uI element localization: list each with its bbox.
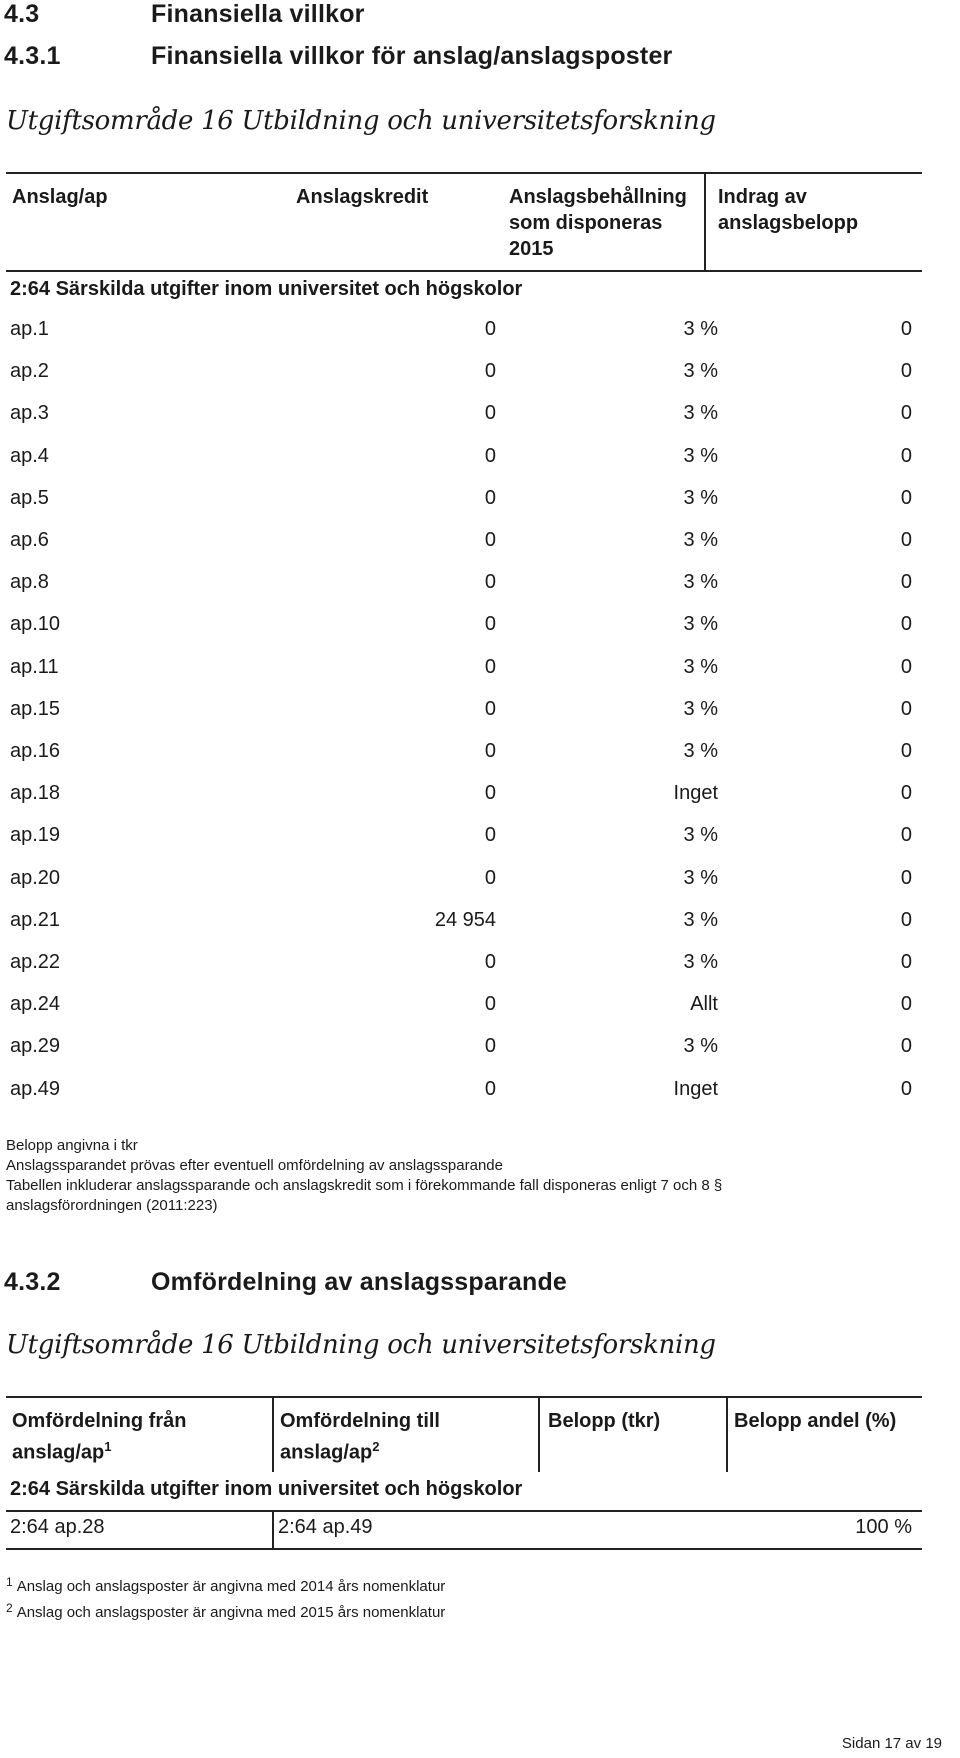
cell-indrag: 0	[900, 740, 912, 762]
cell-kredit: 0	[484, 824, 496, 847]
footnote-2-text: Anslag och anslagsposter är angivna med 2015 års nomenklatur	[16, 1604, 446, 1621]
cell-behallning: 3 %	[683, 866, 718, 889]
appropriation-conditions-table	[6, 172, 922, 1100]
cell-kredit: 0	[484, 655, 496, 678]
table-row	[6, 993, 922, 1023]
cell-indrag: 0	[900, 360, 912, 383]
subsection-heading-2	[4, 1268, 904, 1298]
table-row	[6, 951, 922, 981]
table-row	[6, 740, 922, 770]
reallocation-share: 100 %	[855, 1516, 912, 1538]
header-divider-2	[538, 1398, 540, 1472]
table-row	[6, 402, 922, 432]
note-savings: Anslagssparandet prövas efter eventuell omfördelning av anslagssparande	[6, 1157, 503, 1174]
cell-behallning: 3 %	[683, 529, 718, 551]
cell-behallning: 3 %	[683, 908, 718, 931]
reallocation-group-label: 2:64 Särskilda utgifter inom universitet och högskolor	[10, 1478, 523, 1500]
footnote-1-mark: 1	[6, 1575, 13, 1589]
cell-behallning: Inget	[673, 1077, 718, 1100]
cell-kredit: 0	[484, 529, 496, 551]
cell-behallning: 3 %	[683, 402, 718, 425]
cell-ap: ap.21	[10, 908, 61, 931]
cell-kredit: 0	[484, 1035, 496, 1058]
cell-kredit: 0	[484, 782, 496, 805]
cell-ap: ap.6	[10, 529, 49, 551]
cell-indrag: 0	[900, 908, 912, 931]
cell-ap: ap.8	[10, 571, 49, 594]
table-row	[6, 824, 922, 854]
subsection-title-1: Finansiella villkor för anslag/anslagsposter	[151, 42, 673, 70]
cell-kredit: 0	[484, 318, 496, 340]
cell-indrag: 0	[900, 782, 912, 805]
reallocation-table	[6, 1396, 922, 1538]
table-row	[6, 445, 922, 475]
cell-indrag: 0	[900, 529, 912, 551]
section-title: Finansiella villkor	[151, 0, 365, 28]
cell-behallning: 3 %	[683, 1035, 718, 1058]
cell-kredit: 0	[484, 1077, 496, 1100]
table-row	[6, 613, 922, 643]
col-header-to	[280, 1408, 440, 1466]
cell-kredit: 0	[484, 697, 496, 720]
note-amounts: Belopp angivna i tkr	[6, 1137, 138, 1154]
table-row	[6, 571, 922, 601]
cell-ap: ap.22	[10, 951, 61, 973]
footnote-2-mark: 2	[6, 1601, 13, 1615]
reallocation-to: 2:64 ap.49	[278, 1516, 373, 1538]
cell-kredit: 24 954	[434, 908, 496, 931]
table-row	[6, 909, 922, 939]
cell-behallning: 3 %	[683, 318, 718, 340]
cell-ap: ap.10	[10, 613, 61, 636]
cell-behallning: 3 %	[683, 444, 718, 467]
cell-ap: ap.24	[10, 993, 61, 1016]
cell-indrag: 0	[900, 866, 912, 889]
cell-kredit: 0	[484, 486, 496, 509]
cell-behallning: 3 %	[683, 824, 718, 847]
cell-ap: ap.29	[10, 1035, 61, 1058]
cell-ap: ap.3	[10, 402, 49, 425]
footnote-1-text: Anslag och anslagsposter är angivna med 2014 års nomenklatur	[16, 1578, 446, 1595]
cell-indrag: 0	[900, 486, 912, 509]
cell-kredit: 0	[484, 360, 496, 383]
cell-indrag: 0	[900, 824, 912, 847]
subsection-number-1: 4.3.1	[4, 42, 61, 70]
cell-ap: ap.1	[10, 318, 49, 340]
cell-ap: ap.16	[10, 740, 61, 762]
header-divider-3	[726, 1398, 728, 1472]
cell-kredit: 0	[484, 444, 496, 467]
cell-indrag: 0	[900, 1077, 912, 1100]
table-row	[6, 698, 922, 728]
cell-ap: ap.11	[10, 655, 59, 678]
col-header-from	[12, 1408, 186, 1466]
table-row	[6, 1035, 922, 1065]
cell-ap: ap.2	[10, 360, 49, 383]
table-notes	[6, 1136, 906, 1216]
cell-kredit: 0	[484, 571, 496, 594]
cell-indrag: 0	[900, 402, 912, 425]
cell-behallning: 3 %	[683, 697, 718, 720]
cell-kredit: 0	[484, 613, 496, 636]
cell-ap: ap.49	[10, 1077, 61, 1100]
cell-indrag: 0	[900, 697, 912, 720]
header-divider-1	[272, 1398, 274, 1472]
col-header-amount: Belopp (tkr)	[548, 1410, 661, 1432]
cell-kredit: 0	[484, 951, 496, 973]
col-header-from-line2: anslag/$ap^1$	[12, 1439, 112, 1464]
cell-kredit: 0	[484, 740, 496, 762]
section-number: 4.3	[4, 0, 40, 28]
cell-indrag: 0	[900, 444, 912, 467]
expenditure-area-heading-1: Utgiftsområde 16 Utbildning och universitetsforskning	[6, 106, 716, 136]
cell-ap: ap.20	[10, 866, 61, 889]
col-header-anslag: Anslag/ap	[12, 186, 108, 208]
col-header-share: Belopp andel (%)	[734, 1410, 897, 1432]
cell-indrag: 0	[900, 655, 912, 678]
table-row	[6, 867, 922, 897]
cell-ap: ap.5	[10, 486, 49, 509]
cell-kredit: 0	[484, 402, 496, 425]
expenditure-area-heading-2: Utgiftsområde 16 Utbildning och universitetsforskning	[6, 1330, 716, 1360]
cell-behallning: Allt	[690, 993, 718, 1016]
cell-behallning: 3 %	[683, 360, 718, 383]
cell-indrag: 0	[900, 571, 912, 594]
cell-behallning: 3 %	[683, 613, 718, 636]
page-number: Sidan 17 av 19	[841, 1735, 942, 1752]
cell-indrag: 0	[900, 951, 912, 973]
footnote-1	[6, 1572, 445, 1597]
appropriation-group-label: 2:64 Särskilda utgifter inom universitet och högskolor	[10, 278, 523, 300]
note-ordinance: anslagsförordningen (2011:223)	[6, 1197, 218, 1214]
note-includes: Tabellen inkluderar anslagssparande och anslagskredit som i förekommande fall disponeras enligt 7 och 8 §	[6, 1177, 723, 1194]
cell-indrag: 0	[900, 318, 912, 340]
reallocation-from: 2:64 ap.28	[10, 1516, 105, 1538]
cell-kredit: 0	[484, 993, 496, 1016]
cell-behallning: 3 %	[683, 486, 718, 509]
reallocation-table-header	[6, 1396, 922, 1512]
col-header-behallning	[509, 184, 687, 262]
subsection-heading-1	[4, 42, 904, 72]
col-header-behallning-line2: som disponeras	[509, 212, 663, 234]
reallocation-row	[6, 1510, 922, 1550]
col-header-indrag-line1: Indrag av	[718, 186, 807, 208]
cell-ap: ap.4	[10, 444, 49, 467]
cell-indrag: 0	[900, 1035, 912, 1058]
col-header-to-line1: Omfördelning till	[280, 1410, 440, 1432]
table-row	[6, 1078, 922, 1108]
col-header-kredit: Anslagskredit	[296, 186, 429, 208]
table-row	[6, 360, 922, 390]
col-header-indrag	[718, 184, 858, 236]
header-divider	[704, 174, 706, 270]
cell-indrag: 0	[900, 993, 912, 1016]
table-row	[6, 487, 922, 517]
cell-behallning: Inget	[673, 782, 718, 805]
cell-indrag: 0	[900, 613, 912, 636]
cell-behallning: 3 %	[683, 655, 718, 678]
cell-behallning: 3 %	[683, 951, 718, 973]
table-header	[6, 172, 922, 272]
section-heading	[4, 0, 704, 30]
table-row	[6, 318, 922, 348]
col-header-behallning-line3: 2015	[509, 238, 554, 260]
cell-kredit: 0	[484, 866, 496, 889]
cell-behallning: 3 %	[683, 740, 718, 762]
table-row	[6, 782, 922, 812]
subsection-number-2: 4.3.2	[4, 1268, 61, 1296]
row-divider-1	[272, 1510, 274, 1548]
subsection-title-2: Omfördelning av anslagssparande	[151, 1268, 568, 1296]
col-header-to-line2: anslag/$ap^2$	[280, 1439, 380, 1464]
col-header-indrag-line2: anslagsbelopp	[718, 212, 859, 234]
table-row	[6, 656, 922, 686]
cell-ap: ap.15	[10, 697, 61, 720]
cell-behallning: 3 %	[683, 571, 718, 594]
table-row	[6, 529, 922, 559]
col-header-behallning-line1: Anslagsbehållning	[509, 186, 687, 208]
cell-ap: ap.18	[10, 782, 61, 805]
footnote-2	[6, 1598, 445, 1623]
col-header-from-line1: Omfördelning från	[12, 1410, 187, 1432]
cell-ap: ap.19	[10, 824, 61, 847]
